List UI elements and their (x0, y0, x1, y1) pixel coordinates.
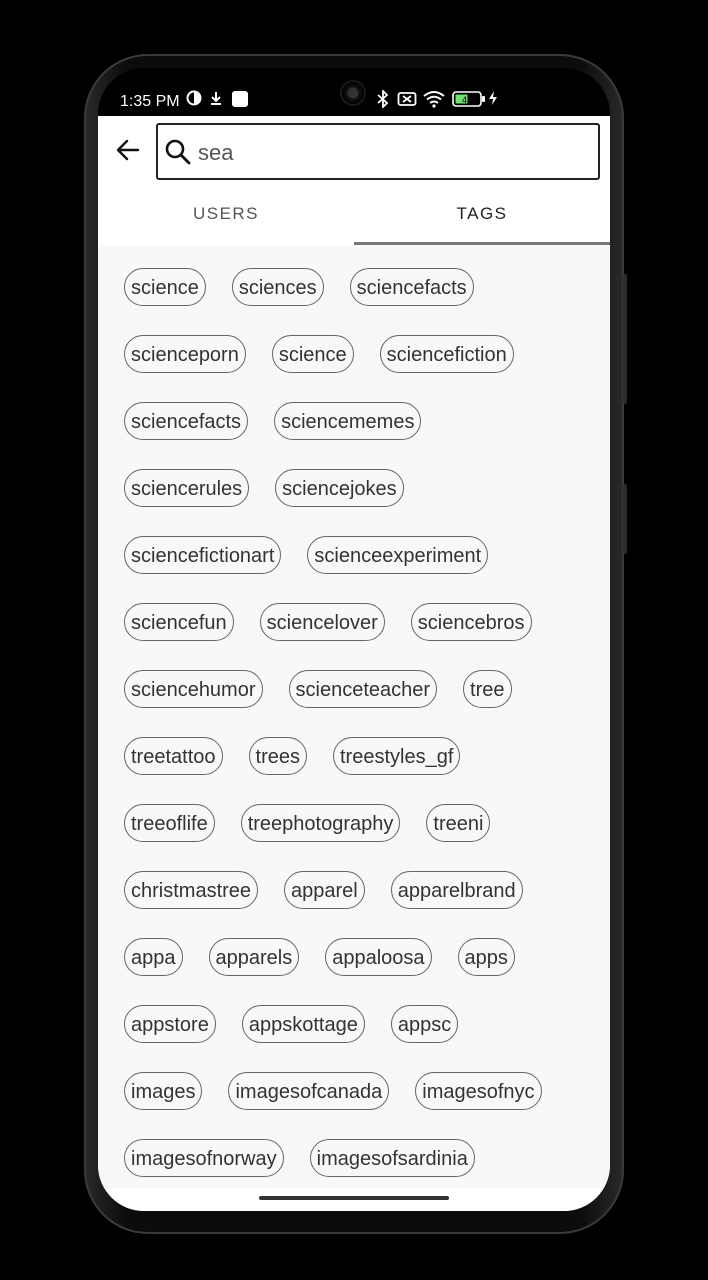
home-indicator[interactable] (259, 1196, 449, 1200)
tag-chip[interactable]: appa (124, 938, 183, 976)
tag-chip[interactable]: sciencerules (124, 469, 249, 507)
tag-chip[interactable]: scienceteacher (289, 670, 438, 708)
tag-chip[interactable]: apparelbrand (391, 871, 523, 909)
tag-chip[interactable]: sciencejokes (275, 469, 404, 507)
tag-chip[interactable]: appstore (124, 1005, 216, 1043)
tag-chip[interactable]: apparel (284, 871, 365, 909)
data-saver-icon (186, 90, 202, 111)
tag-chip[interactable]: sciencefacts (350, 268, 474, 306)
tag-chip[interactable]: science (272, 335, 354, 373)
tag-chip[interactable]: imagesofcanada (228, 1072, 389, 1110)
power-button (623, 484, 627, 554)
tag-chip[interactable]: imagesofnyc (415, 1072, 541, 1110)
tag-chip[interactable]: science (124, 268, 206, 306)
tag-chip[interactable]: appsc (391, 1005, 458, 1043)
tag-chip[interactable]: appskottage (242, 1005, 365, 1043)
tag-chip[interactable]: sciencehumor (124, 670, 263, 708)
tags-list[interactable] (98, 245, 610, 1188)
tag-chip[interactable]: sciencelover (260, 603, 385, 641)
search-field[interactable] (156, 123, 600, 180)
tag-chip[interactable]: trees (249, 737, 307, 775)
tag-chip[interactable]: sciencefun (124, 603, 234, 641)
tag-chip[interactable]: sciencefacts (124, 402, 248, 440)
tag-chips (98, 245, 610, 1188)
back-button[interactable] (112, 134, 144, 166)
tag-chip[interactable]: scienceporn (124, 335, 246, 373)
tag-chip[interactable]: scienceexperiment (307, 536, 488, 574)
status-bar (98, 68, 610, 116)
tab-users[interactable]: USERS (192, 204, 260, 223)
tag-chip[interactable]: treetattoo (124, 737, 223, 775)
bluetooth-icon (376, 90, 390, 113)
tag-chip[interactable]: sciencefiction (380, 335, 514, 373)
tag-chip[interactable]: treeoflife (124, 804, 215, 842)
screen (98, 68, 610, 1211)
tag-chip[interactable]: apparels (209, 938, 300, 976)
status-time: 1:35 PM (120, 93, 180, 110)
volume-button (623, 274, 627, 404)
tag-chip[interactable]: sciencefictionart (124, 536, 281, 574)
tag-chip[interactable]: sciencebros (411, 603, 532, 641)
tab-tags[interactable]: TAGS (456, 204, 508, 223)
tag-chip[interactable]: tree (463, 670, 511, 708)
tag-chip[interactable]: imagesofnorway (124, 1139, 284, 1177)
tag-chip[interactable]: treestyles_gf (333, 737, 460, 775)
tag-chip[interactable]: appaloosa (325, 938, 431, 976)
tag-chip[interactable]: sciences (232, 268, 324, 306)
battery-icon (452, 90, 486, 113)
search-input[interactable] (196, 133, 590, 173)
arrow-left-icon (115, 137, 141, 163)
wifi-icon (422, 90, 446, 113)
notification-square-icon (231, 90, 249, 113)
charging-icon (488, 90, 498, 111)
search-screen (98, 116, 610, 1211)
tag-chip[interactable]: christmastree (124, 871, 258, 909)
tab-bar (98, 184, 610, 245)
tag-chip[interactable]: apps (458, 938, 515, 976)
sim-off-icon (397, 90, 417, 113)
svg-text:49: 49 (461, 95, 473, 105)
tag-chip[interactable]: treeni (426, 804, 490, 842)
tag-chip[interactable]: imagesofsardinia (310, 1139, 475, 1177)
tag-chip[interactable]: sciencememes (274, 402, 421, 440)
tag-chip[interactable]: treephotography (241, 804, 401, 842)
download-icon (208, 90, 224, 111)
tag-chip[interactable]: images (124, 1072, 202, 1110)
front-camera (342, 82, 364, 104)
search-icon (164, 138, 192, 171)
